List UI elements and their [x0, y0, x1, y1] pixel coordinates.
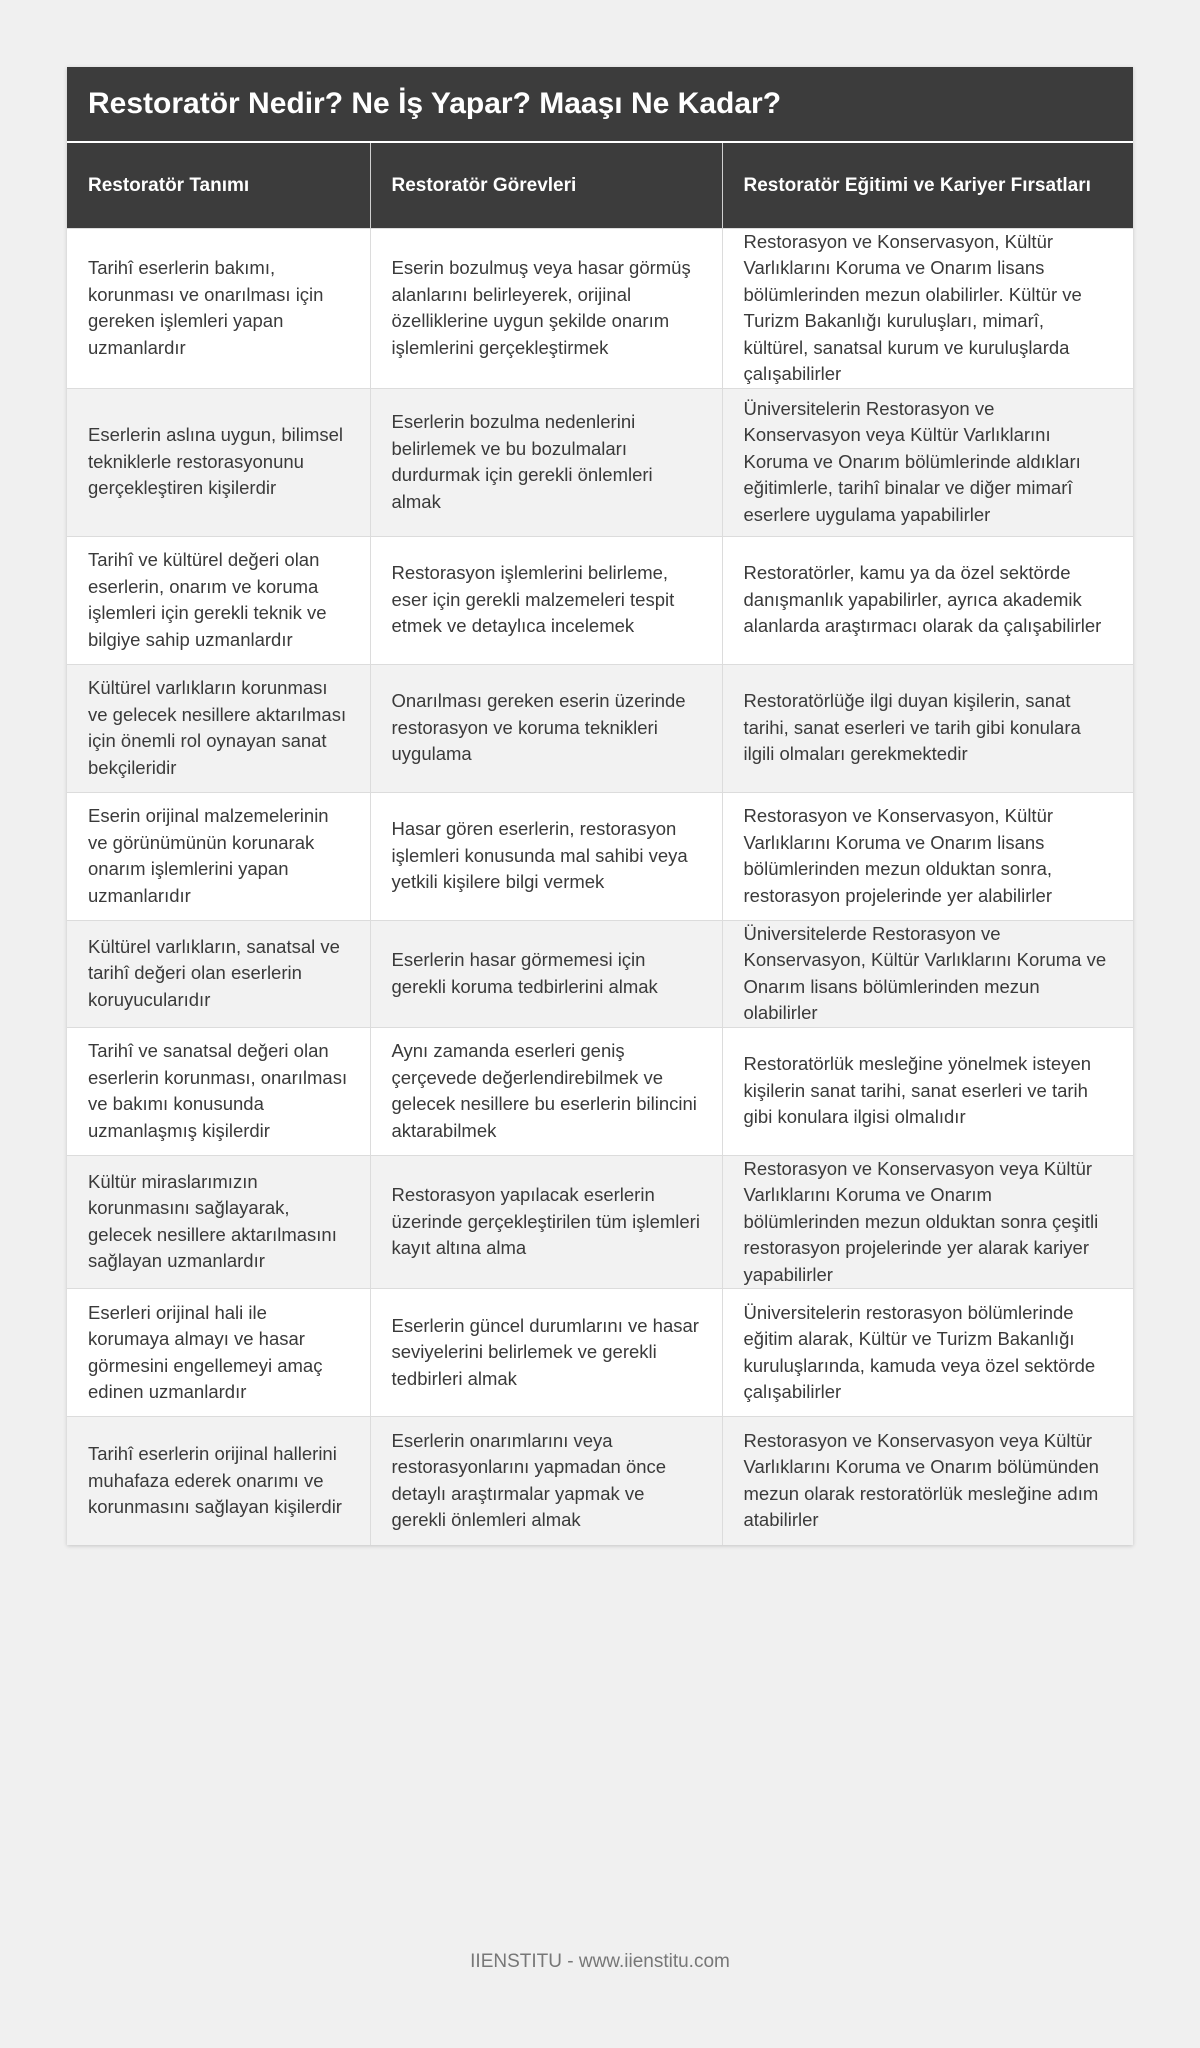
cell-education-career: Restoratörler, kamu ya da özel sektörde danışmanlık yapabilirler, ayrıca akademik alanlarda araştırmacı olarak da çalışabilirler	[722, 536, 1133, 664]
info-table	[67, 143, 1133, 1545]
cell-education-career: Üniversitelerin Restorasyon ve Konservasyon veya Kültür Varlıklarını Koruma ve Onarım bölümlerinde aldıkları eğitimlerle, tarihî binalar ve diğer mimarî eserlere uygulama yapabilirler	[722, 388, 1133, 536]
cell-definition: Tarihî eserlerin orijinal hallerini muhafaza ederek onarımı ve korunmasını sağlayan kişilerdir	[67, 1417, 370, 1545]
table-row	[67, 792, 1133, 920]
page-title: Restoratör Nedir? Ne İş Yapar? Maaşı Ne Kadar?	[67, 67, 1133, 143]
footer-attribution: IIENSTITU - www.iienstitu.com	[470, 1951, 730, 1972]
cell-definition: Eserin orijinal malzemelerinin ve görünümünün korunarak onarım işlemlerini yapan uzmanlarıdır	[67, 792, 370, 920]
cell-duties: Eserlerin bozulma nedenlerini belirlemek ve bu bozulmaları durdurmak için gerekli önlemleri almak	[370, 388, 722, 536]
cell-definition: Kültürel varlıkların, sanatsal ve tarihî değeri olan eserlerin koruyucularıdır	[67, 920, 370, 1027]
table-row	[67, 920, 1133, 1027]
table-row	[67, 1027, 1133, 1155]
cell-duties: Onarılması gereken eserin üzerinde restorasyon ve koruma teknikleri uygulama	[370, 664, 722, 792]
cell-duties: Eserlerin güncel durumlarını ve hasar seviyelerini belirlemek ve gerekli tedbirleri almak	[370, 1289, 722, 1417]
cell-education-career: Üniversitelerde Restorasyon ve Konservasyon, Kültür Varlıklarını Koruma ve Onarım lisans bölümlerinden mezun olabilirler	[722, 920, 1133, 1027]
header-definition: Restoratör Tanımı	[67, 143, 370, 228]
cell-education-career: Restorasyon ve Konservasyon, Kültür Varlıklarını Koruma ve Onarım lisans bölümlerinden mezun olabilirler. Kültür ve Turizm Bakanlığı kuruluşları, mimarî, kültürel, sanatsal kurum ve kuruluşlarda çalışabilirler	[722, 228, 1133, 388]
content-card	[67, 67, 1133, 1545]
cell-education-career: Restoratörlüğe ilgi duyan kişilerin, sanat tarihi, sanat eserleri ve tarih gibi konulara ilgili olmaları gerekmektedir	[722, 664, 1133, 792]
cell-duties: Restorasyon yapılacak eserlerin üzerinde gerçekleştirilen tüm işlemleri kayıt altına alma	[370, 1155, 722, 1289]
cell-education-career: Restorasyon ve Konservasyon, Kültür Varlıklarını Koruma ve Onarım lisans bölümlerinden mezun olduktan sonra, restorasyon projelerinde yer alabilirler	[722, 792, 1133, 920]
cell-duties: Eserlerin hasar görmemesi için gerekli koruma tedbirlerini almak	[370, 920, 722, 1027]
cell-education-career: Restorasyon ve Konservasyon veya Kültür Varlıklarını Koruma ve Onarım bölümünden mezun olarak restoratörlük mesleğine adım atabilirler	[722, 1417, 1133, 1545]
header-education-career: Restoratör Eğitimi ve Kariyer Fırsatları	[722, 143, 1133, 228]
cell-duties: Eserin bozulmuş veya hasar görmüş alanlarını belirleyerek, orijinal özelliklerine uygun şekilde onarım işlemlerini gerçekleştirmek	[370, 228, 722, 388]
table-row	[67, 1289, 1133, 1417]
table-row	[67, 1155, 1133, 1289]
cell-education-career: Restoratörlük mesleğine yönelmek isteyen kişilerin sanat tarihi, sanat eserleri ve tarih gibi konulara ilgisi olmalıdır	[722, 1027, 1133, 1155]
table-row	[67, 1417, 1133, 1545]
cell-duties: Hasar gören eserlerin, restorasyon işlemleri konusunda mal sahibi veya yetkili kişilere bilgi vermek	[370, 792, 722, 920]
cell-definition: Eserleri orijinal hali ile korumaya almayı ve hasar görmesini engellemeyi amaç edinen uzmanlardır	[67, 1289, 370, 1417]
cell-education-career: Restorasyon ve Konservasyon veya Kültür Varlıklarını Koruma ve Onarım bölümlerinden mezun olduktan sonra çeşitli restorasyon projelerinde yer alarak kariyer yapabilirler	[722, 1155, 1133, 1289]
table-row	[67, 536, 1133, 664]
cell-definition: Tarihî ve sanatsal değeri olan eserlerin korunması, onarılması ve bakımı konusunda uzmanlaşmış kişilerdir	[67, 1027, 370, 1155]
header-duties: Restoratör Görevleri	[370, 143, 722, 228]
cell-definition: Tarihî ve kültürel değeri olan eserlerin, onarım ve koruma işlemleri için gerekli teknik ve bilgiye sahip uzmanlardır	[67, 536, 370, 664]
cell-duties: Aynı zamanda eserleri geniş çerçevede değerlendirebilmek ve gelecek nesillere bu eserlerin bilincini aktarabilmek	[370, 1027, 722, 1155]
cell-education-career: Üniversitelerin restorasyon bölümlerinde eğitim alarak, Kültür ve Turizm Bakanlığı kuruluşlarında, kamuda veya özel sektörde çalışabilirler	[722, 1289, 1133, 1417]
cell-definition: Tarihî eserlerin bakımı, korunması ve onarılması için gereken işlemleri yapan uzmanlardır	[67, 228, 370, 388]
cell-definition: Kültür miraslarımızın korunmasını sağlayarak, gelecek nesillere aktarılmasını sağlayan uzmanlardır	[67, 1155, 370, 1289]
cell-duties: Eserlerin onarımlarını veya restorasyonlarını yapmadan önce detaylı araştırmalar yapmak ve gerekli önlemleri almak	[370, 1417, 722, 1545]
cell-definition: Eserlerin aslına uygun, bilimsel tekniklerle restorasyonunu gerçekleştiren kişilerdir	[67, 388, 370, 536]
table-row	[67, 388, 1133, 536]
cell-definition: Kültürel varlıkların korunması ve gelecek nesillere aktarılması için önemli rol oynayan sanat bekçileridir	[67, 664, 370, 792]
table-row	[67, 228, 1133, 388]
table-row	[67, 664, 1133, 792]
table-header-row	[67, 143, 1133, 228]
cell-duties: Restorasyon işlemlerini belirleme, eser için gerekli malzemeleri tespit etmek ve detaylıca incelemek	[370, 536, 722, 664]
